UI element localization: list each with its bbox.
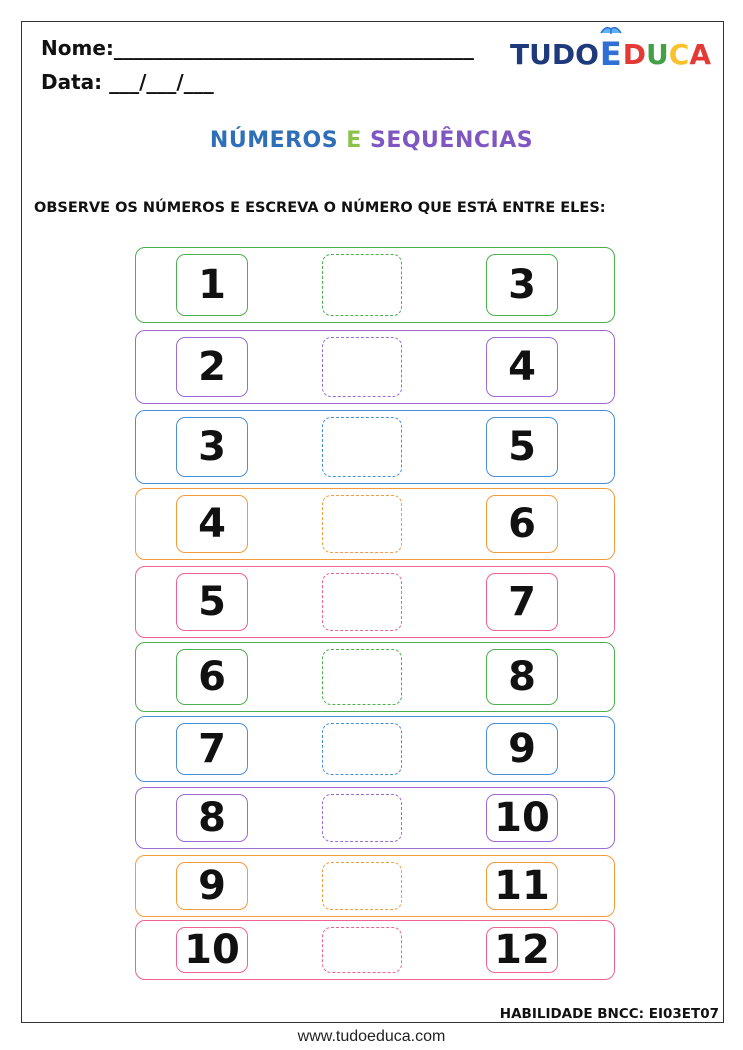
answer-blank-box[interactable] <box>322 794 402 842</box>
right-number-box: 9 <box>486 723 558 775</box>
logo-text-e: E <box>599 35 622 73</box>
right-number-box: 7 <box>486 573 558 631</box>
left-number-box: 4 <box>176 495 248 553</box>
sequence-row <box>135 410 615 484</box>
left-number-box: 7 <box>176 723 248 775</box>
name-field-label: Nome:____________________________________ <box>41 36 474 60</box>
right-number-box: 5 <box>486 417 558 477</box>
right-number-box: 10 <box>486 794 558 842</box>
logo-letter-c: C <box>668 37 690 71</box>
sequence-row <box>135 716 615 782</box>
answer-blank-box[interactable] <box>322 649 402 705</box>
logo-letter-d: D <box>622 37 646 71</box>
right-number-box: 3 <box>486 254 558 316</box>
left-number-box: 1 <box>176 254 248 316</box>
website-url: www.tudoeduca.com <box>297 1028 446 1045</box>
answer-blank-box[interactable] <box>322 723 402 775</box>
sequence-row <box>135 642 615 712</box>
answer-blank-box[interactable] <box>322 337 402 397</box>
sequence-row <box>135 855 615 917</box>
right-number-box: 12 <box>486 927 558 973</box>
logo-letter-e <box>600 35 622 73</box>
logo-text-duca <box>623 38 711 71</box>
sequence-row <box>135 787 615 849</box>
answer-blank-box[interactable] <box>322 417 402 477</box>
instruction-text: OBSERVE OS NÚMEROS E ESCREVA O NÚMERO QUE ESTÁ ENTRE ELES: <box>34 200 606 216</box>
logo-letter-a: A <box>689 37 711 71</box>
bncc-skill-label: HABILIDADE BNCC: EI03ET07 <box>499 1006 719 1022</box>
title-word-numeros: NÚMEROS <box>209 128 339 153</box>
page-title <box>0 128 743 153</box>
answer-blank-box[interactable] <box>322 862 402 910</box>
left-number-box: 5 <box>176 573 248 631</box>
tudoeduca-logo <box>510 34 711 74</box>
sequence-row <box>135 920 615 980</box>
answer-blank-box[interactable] <box>322 573 402 631</box>
left-number-box: 10 <box>176 927 248 973</box>
right-number-box: 4 <box>486 337 558 397</box>
answer-blank-box[interactable] <box>322 495 402 553</box>
answer-blank-box[interactable] <box>322 254 402 316</box>
sequence-row <box>135 488 615 560</box>
title-word-e: E <box>346 128 362 153</box>
sequence-row <box>135 330 615 404</box>
left-number-box: 3 <box>176 417 248 477</box>
title-word-sequencias: SEQUÊNCIAS <box>369 128 534 153</box>
answer-blank-box[interactable] <box>322 927 402 973</box>
left-number-box: 9 <box>176 862 248 910</box>
left-number-box: 2 <box>176 337 248 397</box>
book-icon <box>600 23 622 35</box>
right-number-box: 11 <box>486 862 558 910</box>
right-number-box: 8 <box>486 649 558 705</box>
left-number-box: 8 <box>176 794 248 842</box>
left-number-box: 6 <box>176 649 248 705</box>
date-field-label: Data: ___/___/___ <box>41 70 214 94</box>
sequence-row <box>135 247 615 323</box>
sequence-row <box>135 566 615 638</box>
logo-letter-u: U <box>646 37 669 71</box>
right-number-box: 6 <box>486 495 558 553</box>
logo-text-tudo: TUDO <box>510 37 599 71</box>
